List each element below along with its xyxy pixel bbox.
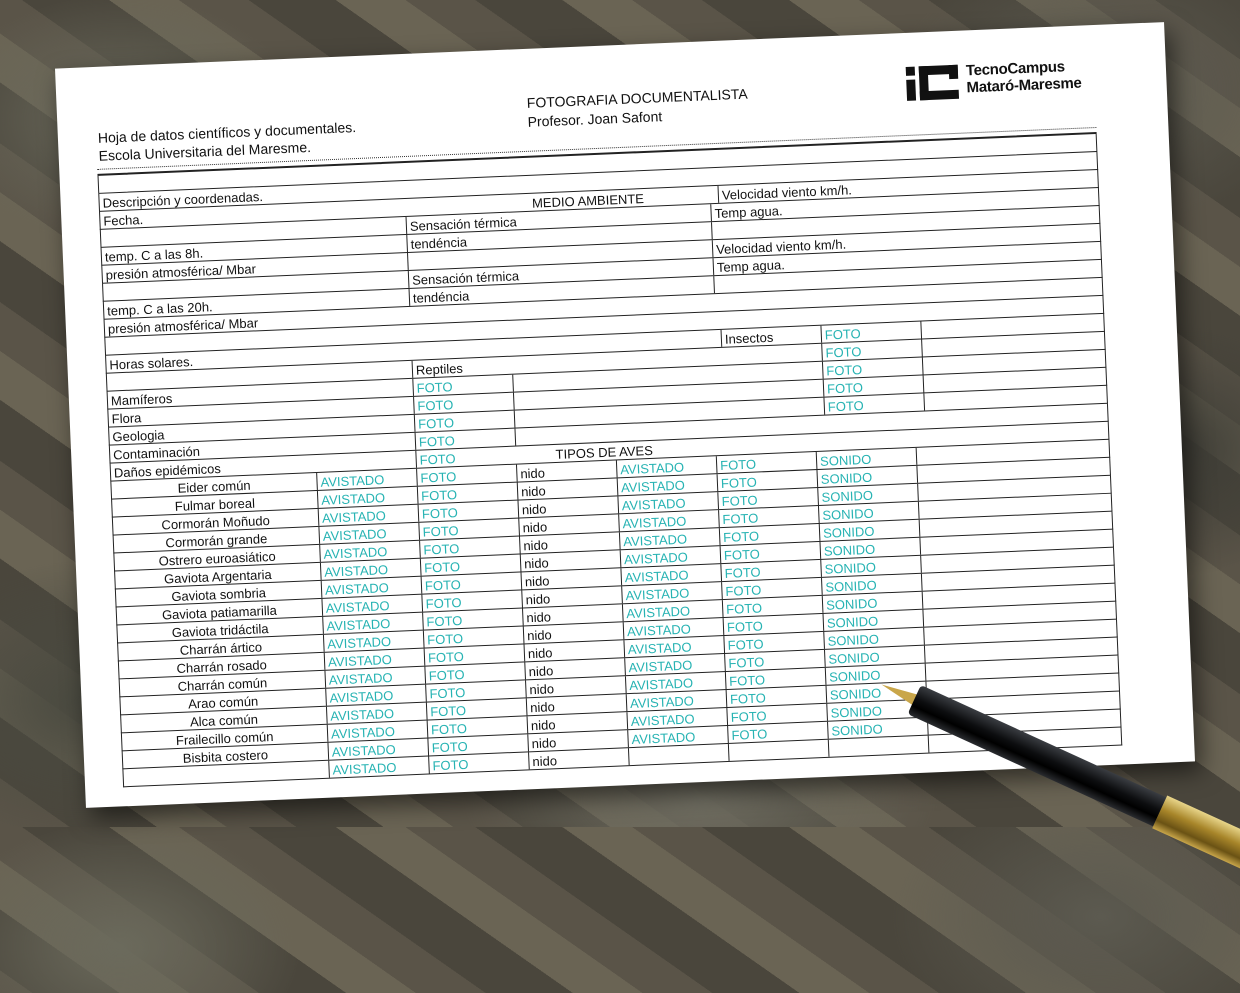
wind-label-am: Velocidad viento km/h. <box>717 170 1097 203</box>
foto-cell[interactable]: FOTO <box>422 608 523 629</box>
water-label-pm: Temp agua. <box>713 242 1101 275</box>
sonido-cell[interactable]: SONIDO <box>816 466 917 487</box>
logo-text-line2: Mataró-Maresme <box>966 74 1082 97</box>
tipos-aves-title: TIPOS DE AVES <box>555 442 654 462</box>
nido-cell[interactable]: nido <box>521 586 622 607</box>
sonido-cell[interactable]: SONIDO <box>826 700 927 721</box>
nido-cell[interactable]: nido <box>521 568 622 589</box>
fecha-label: Fecha. <box>103 212 144 229</box>
water-label-am: Temp agua. <box>710 188 1098 221</box>
bird-name: Gaviota patiamarilla <box>161 602 278 623</box>
nido-cell[interactable]: nido <box>518 514 619 535</box>
danos-foto[interactable]: FOTO <box>415 447 516 468</box>
danos-label: Daños epidémicos <box>113 460 222 481</box>
sonido-cell[interactable]: SONIDO <box>825 664 926 685</box>
reptiles-label: Reptiles <box>412 344 822 378</box>
foto-cell-2[interactable]: FOTO <box>721 578 822 599</box>
foto-cell-2[interactable]: FOTO <box>723 614 824 635</box>
avistado-cell[interactable]: AVISTADO <box>318 505 419 526</box>
sonido-cell[interactable]: SONIDO <box>826 682 927 703</box>
sonido-cell[interactable]: SONIDO <box>818 502 919 523</box>
contaminacion-foto[interactable]: FOTO <box>415 429 516 450</box>
sonido-cell[interactable] <box>828 736 929 757</box>
insectos-foto-2[interactable]: FOTO <box>821 340 922 361</box>
foto-cell-2[interactable]: FOTO <box>716 452 817 473</box>
avistado-cell-2[interactable]: AVISTADO <box>623 636 724 657</box>
mamiferos-foto[interactable]: FOTO <box>412 375 513 396</box>
bird-name: Bisbita costero <box>182 747 269 766</box>
foto-cell-2[interactable]: FOTO <box>724 650 825 671</box>
nido-cell[interactable]: nido <box>519 532 620 553</box>
sensation-label-am: Sensación térmica <box>406 204 711 234</box>
foto-cell-2[interactable]: FOTO <box>718 506 819 527</box>
sheet-subtitle: Hoja de datos científicos y documentales. <box>97 119 357 146</box>
avistado-cell[interactable]: AVISTADO <box>324 649 425 670</box>
avistado-cell[interactable]: AVISTADO <box>326 703 427 724</box>
sonido-cell[interactable]: SONIDO <box>819 520 920 541</box>
nido-cell[interactable]: nido <box>516 460 617 481</box>
bird-name: Eider común <box>177 477 251 496</box>
foto-cell[interactable]: FOTO <box>420 555 521 576</box>
geologia-foto[interactable]: FOTO <box>414 411 515 432</box>
medio-ambiente-title: MEDIO AMBIENTE <box>531 191 645 211</box>
nido-cell[interactable]: nido <box>522 604 623 625</box>
foto-cell-2[interactable]: FOTO <box>720 560 821 581</box>
tecnocampus-logo <box>906 56 1117 105</box>
avistado-cell-2[interactable]: AVISTADO <box>617 474 718 495</box>
sonido-cell[interactable]: SONIDO <box>816 448 917 469</box>
foto-cell[interactable]: FOTO <box>417 483 518 504</box>
foto-cell[interactable]: FOTO <box>418 501 519 522</box>
nido-cell[interactable]: nido <box>517 496 618 517</box>
course-title: FOTOGRAFIA DOCUMENTALISTA <box>526 85 748 111</box>
avistado-cell[interactable]: AVISTADO <box>324 667 425 688</box>
avistado-cell[interactable]: AVISTADO <box>317 487 418 508</box>
sonido-cell[interactable]: SONIDO <box>823 610 924 631</box>
avistado-cell[interactable]: AVISTADO <box>325 685 426 706</box>
sonido-cell[interactable]: SONIDO <box>827 718 928 739</box>
foto-cell[interactable]: FOTO <box>421 590 522 611</box>
header-center <box>526 85 748 132</box>
avistado-cell-2[interactable]: AVISTADO <box>620 546 721 567</box>
avistado-cell-2[interactable]: AVISTADO <box>623 618 724 639</box>
bird-name: Gaviota sombria <box>171 585 267 605</box>
sonido-cell[interactable]: SONIDO <box>822 592 923 613</box>
wind-label-pm: Velocidad viento km/h. <box>712 224 1100 257</box>
nido-cell[interactable]: nido <box>526 694 627 715</box>
bird-name: Gaviota tridáctila <box>171 621 269 641</box>
avistado-cell[interactable]: AVISTADO <box>327 721 428 742</box>
bird-name: Fulmar boreal <box>174 495 256 514</box>
foto-cell-2[interactable]: FOTO <box>726 686 827 707</box>
bird-name: Frailecillo común <box>175 729 274 749</box>
avistado-cell[interactable]: AVISTADO <box>316 469 417 490</box>
foto-cell[interactable]: FOTO <box>419 537 520 558</box>
contaminacion-label: Contaminación <box>112 443 201 463</box>
sonido-cell[interactable]: SONIDO <box>824 646 925 667</box>
foto-cell[interactable]: FOTO <box>425 680 526 701</box>
temp-label-am: temp. C a las 8h. <box>104 245 204 265</box>
nido-cell[interactable]: nido <box>517 478 618 499</box>
insectos-foto-4[interactable]: FOTO <box>823 376 924 397</box>
foto-cell-2[interactable]: FOTO <box>720 542 821 563</box>
foto-cell[interactable]: FOTO <box>416 465 517 486</box>
pressure-label-pm: presión atmosférica/ Mbar <box>107 315 259 337</box>
insectos-foto-3[interactable]: FOTO <box>822 358 923 379</box>
avistado-cell[interactable]: AVISTADO <box>322 613 423 634</box>
nido-cell[interactable]: nido <box>523 622 624 643</box>
foto-cell-2[interactable]: FOTO <box>717 470 818 491</box>
avistado-cell[interactable]: AVISTADO <box>320 559 421 580</box>
trend-label-pm: tendéncia <box>409 276 714 306</box>
bird-name: Ostrero euroasiático <box>158 548 276 569</box>
foto-cell-2[interactable]: FOTO <box>727 722 828 743</box>
avistado-cell-2[interactable]: AVISTADO <box>626 690 727 711</box>
bird-name: Arao común <box>187 693 259 712</box>
sensation-label-pm: Sensación térmica <box>408 258 713 288</box>
sonido-cell[interactable]: SONIDO <box>817 484 918 505</box>
description-label: Descripción y coordenadas. <box>102 188 264 211</box>
school-name: Escola Universitaria del Maresme. <box>98 138 312 164</box>
nido-cell[interactable]: nido <box>525 676 626 697</box>
avistado-cell[interactable]: AVISTADO <box>321 577 422 598</box>
foto-cell-2[interactable]: FOTO <box>725 668 826 689</box>
professor-name: Profesor. Joan Safont <box>527 108 663 130</box>
trend-label-am: tendéncia <box>406 222 711 252</box>
nido-cell[interactable]: nido <box>528 748 629 769</box>
foto-cell-2[interactable]: FOTO <box>719 524 820 545</box>
bird-name: Charrán ártico <box>179 639 263 658</box>
horas-solares-label: Horas solares. <box>109 354 194 373</box>
avistado-cell-2[interactable]: AVISTADO <box>616 456 717 477</box>
foto-cell[interactable]: FOTO <box>421 573 522 594</box>
sonido-cell[interactable]: SONIDO <box>823 628 924 649</box>
foto-cell[interactable]: FOTO <box>427 734 528 755</box>
data-form <box>97 127 1122 787</box>
foto-cell[interactable]: FOTO <box>426 698 527 719</box>
foto-cell-2[interactable]: FOTO <box>726 704 827 725</box>
bird-name: Cormorán grande <box>165 531 268 551</box>
sonido-cell[interactable]: SONIDO <box>821 574 922 595</box>
nido-cell[interactable]: nido <box>527 730 628 751</box>
foto-cell-2[interactable]: FOTO <box>717 488 818 509</box>
avistado-cell[interactable]: AVISTADO <box>318 523 419 544</box>
logo-text-line1: TecnoCampus <box>965 58 1066 80</box>
nido-cell[interactable]: nido <box>524 658 625 679</box>
insectos-foto-5[interactable]: FOTO <box>823 393 924 414</box>
foto-cell-2[interactable] <box>728 740 829 761</box>
foto-cell-2[interactable]: FOTO <box>723 632 824 653</box>
bird-name: Gaviota Argentaria <box>163 566 273 587</box>
bird-name: Charrán común <box>177 675 268 694</box>
foto-cell[interactable]: FOTO <box>427 716 528 737</box>
avistado-cell[interactable]: AVISTADO <box>323 631 424 652</box>
avistado-cell[interactable]: AVISTADO <box>328 757 429 778</box>
foto-cell[interactable]: FOTO <box>424 662 525 683</box>
avistado-cell-2[interactable]: AVISTADO <box>627 726 728 747</box>
avistado-cell[interactable]: AVISTADO <box>319 541 420 562</box>
avistado-cell[interactable]: AVISTADO <box>327 739 428 760</box>
data-sheet-paper <box>55 22 1195 808</box>
flora-foto[interactable]: FOTO <box>413 393 514 414</box>
avistado-cell[interactable]: AVISTADO <box>321 595 422 616</box>
bird-name: Charrán rosado <box>176 657 268 676</box>
avistado-cell-2[interactable]: AVISTADO <box>621 582 722 603</box>
header-left <box>98 118 358 165</box>
flora-label: Flora <box>111 410 142 427</box>
avistado-cell-2[interactable]: AVISTADO <box>619 528 720 549</box>
geologia-label: Geologia <box>112 427 165 445</box>
mamiferos-label: Mamíferos <box>110 390 173 409</box>
foto-cell[interactable]: FOTO <box>428 752 529 773</box>
avistado-cell-2[interactable]: AVISTADO <box>618 510 719 531</box>
insectos-label: Insectos <box>721 326 822 347</box>
foto-cell[interactable]: FOTO <box>418 519 519 540</box>
sonido-cell[interactable]: SONIDO <box>819 538 920 559</box>
nido-cell[interactable]: nido <box>524 640 625 661</box>
avistado-cell-2[interactable]: AVISTADO <box>622 600 723 621</box>
avistado-cell-2[interactable]: AVISTADO <box>620 564 721 585</box>
foto-cell[interactable]: FOTO <box>424 644 525 665</box>
nido-cell[interactable]: nido <box>527 712 628 733</box>
temp-label-pm: temp. C a las 20h. <box>106 299 213 319</box>
bird-name: Alca común <box>189 711 259 730</box>
avistado-cell-2[interactable]: AVISTADO <box>625 672 726 693</box>
pressure-label-am: presión atmosférica/ Mbar <box>105 261 257 283</box>
avistado-cell-2[interactable]: AVISTADO <box>617 492 718 513</box>
bird-name: Cormorán Moñudo <box>161 512 271 533</box>
logo-mark-icon <box>906 65 959 101</box>
avistado-cell-2[interactable] <box>628 744 729 765</box>
sonido-cell[interactable]: SONIDO <box>820 556 921 577</box>
avistado-cell-2[interactable]: AVISTADO <box>626 708 727 729</box>
foto-cell[interactable]: FOTO <box>423 626 524 647</box>
foto-cell-2[interactable]: FOTO <box>722 596 823 617</box>
insectos-foto-1[interactable]: FOTO <box>820 322 921 343</box>
nido-cell[interactable]: nido <box>520 550 621 571</box>
avistado-cell-2[interactable]: AVISTADO <box>624 654 725 675</box>
